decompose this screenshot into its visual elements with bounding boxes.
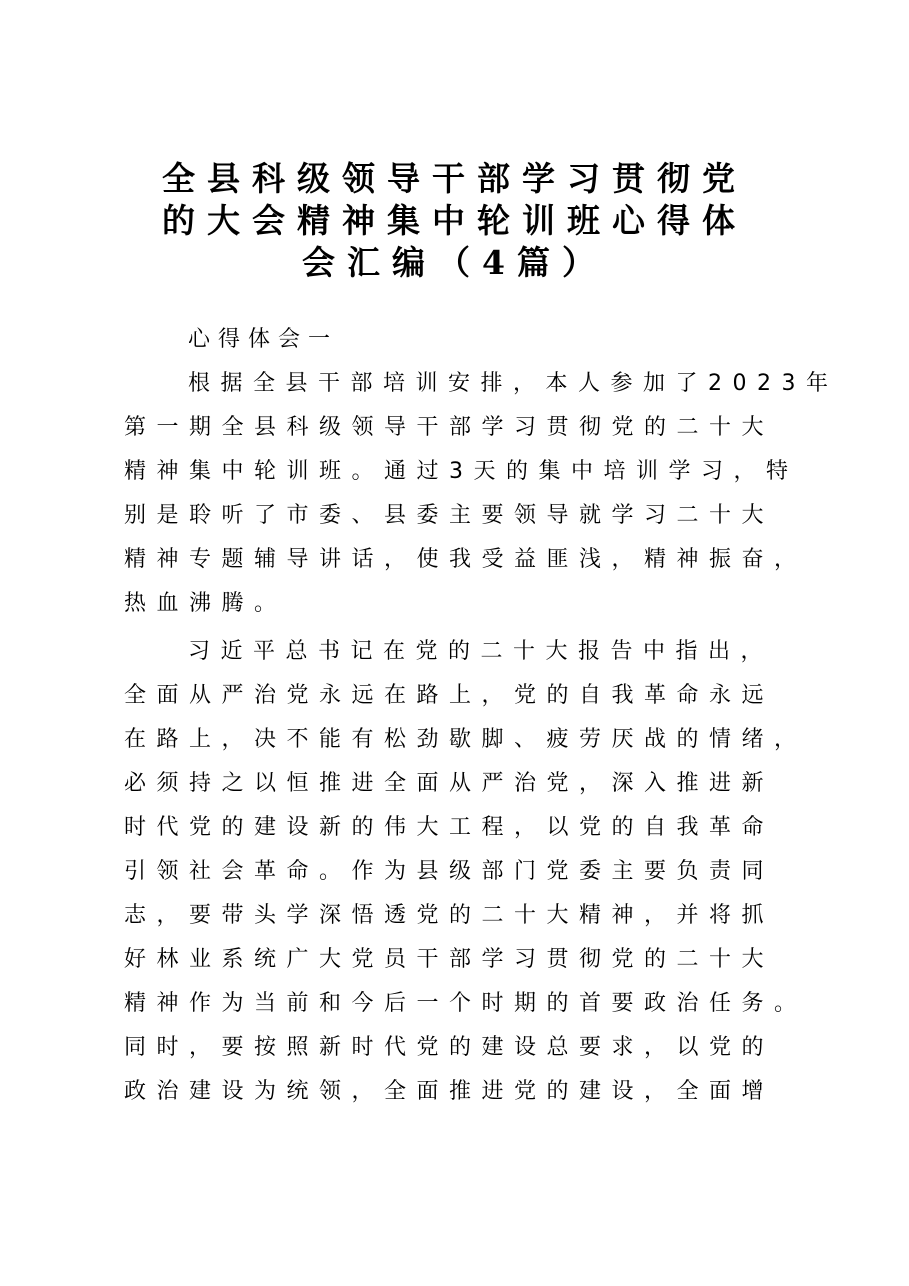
body-line: 别是聆听了市委、县委主要领导就学习二十大 — [124, 503, 775, 528]
document-title-line-2: 的大会精神集中轮训班心得体 — [162, 201, 747, 240]
body-line: 第一期全县科级领导干部学习贯彻党的二十大 — [124, 415, 775, 440]
body-line: 精神专题辅导讲话，使我受益匪浅，精神振奋， — [124, 547, 807, 572]
body-line: 精神作为当前和今后一个时期的首要政治任务。 — [124, 991, 807, 1016]
body-line: 志，要带头学深悟透党的二十大精神，并将抓 — [124, 903, 775, 928]
body-line: 同时，要按照新时代党的建设总要求，以党的 — [124, 1035, 775, 1060]
body-line: 根据全县干部培训安排，本人参加了2023年 — [188, 371, 839, 396]
section-heading: 心得体会一 — [188, 327, 339, 352]
body-line: 热血沸腾。 — [124, 591, 287, 616]
document-title-line-3: 会汇编（4篇） — [302, 243, 607, 282]
document-title-line-1: 全县科级领导干部学习贯彻党 — [162, 159, 747, 198]
body-line: 全面从严治党永远在路上，党的自我革命永远 — [124, 683, 775, 708]
body-line: 必须持之以恒推进全面从严治党，深入推进新 — [124, 771, 775, 796]
body-line: 在路上，决不能有松劲歇脚、疲劳厌战的情绪， — [124, 727, 807, 752]
body-line: 习近平总书记在党的二十大报告中指出， — [188, 639, 774, 664]
body-line: 引领社会革命。作为县级部门党委主要负责同 — [124, 859, 775, 884]
body-line: 时代党的建设新的伟大工程，以党的自我革命 — [124, 815, 775, 840]
body-line: 政治建设为统领，全面推进党的建设，全面增 — [124, 1079, 775, 1104]
body-line: 好林业系统广大党员干部学习贯彻党的二十大 — [124, 947, 775, 972]
body-line: 精神集中轮训班。通过3天的集中培训学习，特 — [124, 459, 799, 484]
